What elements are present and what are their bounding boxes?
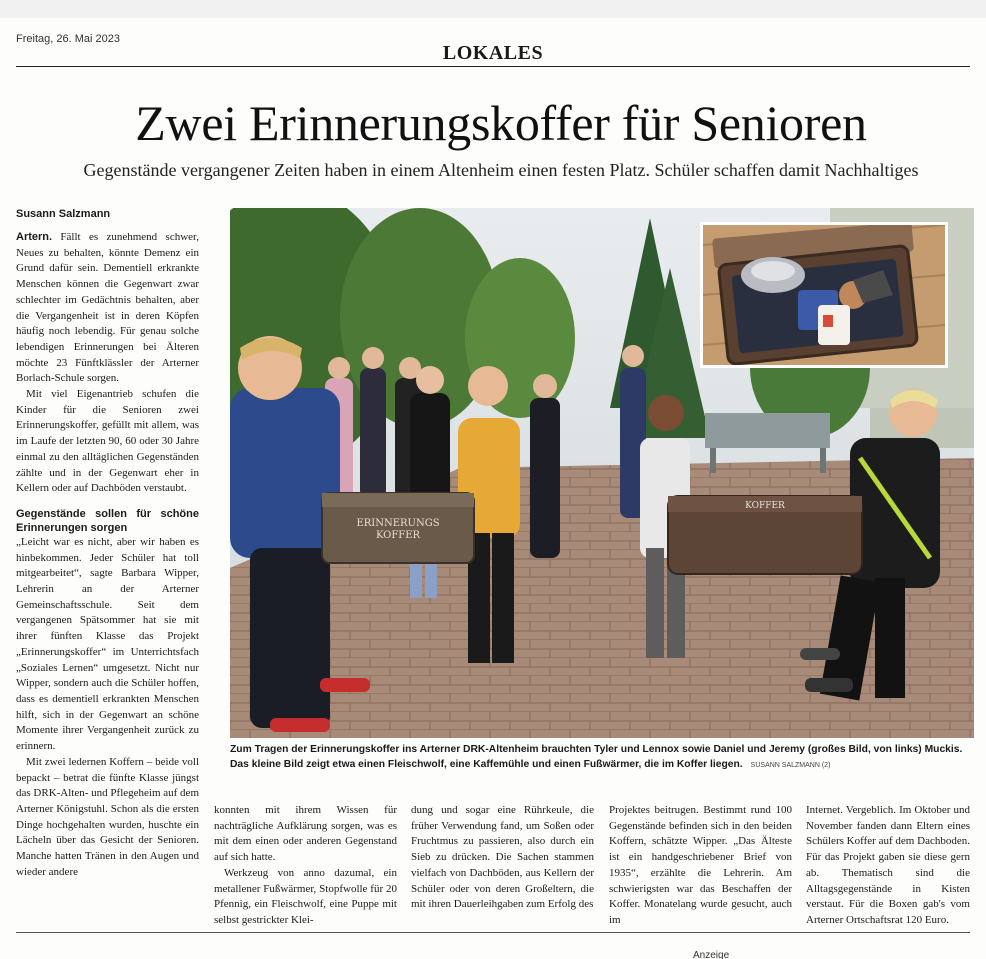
subheadline: Gegenstände vergangener Zeiten haben in einem Altenheim einen festen Platz. Schüler schaffen damit Nachhaltiges [83,160,919,180]
right-suitcase-label: KOFFER [745,501,785,511]
bottom-divider [16,932,970,933]
photo-caption [230,742,974,772]
caption-text: Zum Tragen der Erinnerungskoffer ins Arterner DRK-Altenheim brauchten Tyler und Lennox sowie Daniel und Jeremy (großes Bild, von links) Muckis. Das kleine Bild zeigt etwa einen Fleischwolf, eine Kaffemühle und einen Fußwärmer, die im Koffer liegen. [230,744,963,770]
paragraph-7: dung und sogar eine Rührkeule, die früher Verwendung fand, um Soßen oder Fruchtmus zu passieren, also durch ein Sieb zu drücken. Die Sachen stammen vielfach von Dachböden, aus Kellern der Schüler oder von deren Großeltern, die mit ihren Dauerleihgaben zum Erfolg des [411,804,594,911]
left-suitcase-label: ERINNERUNGS [356,518,440,529]
article-column-4 [609,803,792,929]
photo-credit: SUSANN SALZMANN (2) [750,762,831,769]
author-name: Susann Salzmann [16,208,111,220]
paragraph-9: Internet. Vergeblich. Im Oktober und November fanden dann Eltern eines Schülers Koffer auf dem Dachboden. Für das Projekt gaben sie diese gern ab. Thematisch sind die Alltagsgegenstände in Kisten verstaut. Für die Boxen gab's vom Arterner Ortschaftsrat 120 Euro. [806,804,970,926]
paragraph-8: Projektes beitrugen. Bestimmt rund 100 Gegenstände befinden sich in den beiden Koffern, schätzte Wipper. „Das Älteste ist ein handgeschriebener Brief von 1935“, erzählte die Lehrerin. Am schwierigsten war das Beschaffen der Koffer. Monatelang wurde gesucht, auch im [609,804,792,926]
issue-date: Freitag, 26. Mai 2023 [16,33,120,45]
paragraph-6: Werkzeug von anno dazumal, ein metallener Fußwärmer, Stopfwolle für 20 Pfennig, ein Fleischwolf, eine Puppe mit selbst gestrickter Klei- [214,866,397,926]
article-column-1 [16,208,199,880]
paragraph-1: Fällt es zunehmend schwer, Neues zu behalten, könnte Demenz ein Grund dafür sein. Dementiell erkrankte Menschen können die Gegenwart zwar schlechter im Gedächtnis behalten, aber die Vergangenheit ist in deren Köpfen häufig noch lebendig. Für genau solche lebendigen Erinnerungen bei Älteren möchte 23 Fünftklässler der Arterner Borlach-Schule sorgen. [16,231,199,385]
ad-label: Anzeige [693,950,730,959]
inset-photo-illustration [703,225,945,365]
newspaper-page [0,18,986,959]
paragraph-3: „Leicht war es nicht, aber wir haben es hinbekommen. Jeder Schüler hat toll mitgearbeitet“, sagte Barbara Wipper, Lehrerin an der Arterner Gemeinschaftsschule. Seit dem vergangenen Spätsommer hat sie mit ihrer fünften Klasse das Projekt „Erinnerungskoffer“ im Unterrichtsfach „Soziales Lernen“ umgesetzt. Nicht nur Wipper, sondern auch die Schüler hoffen, dass es dementiell erkrankten Menschen hilft, sich in der Gegenwart an schöne Momente ihrer Vergangenheit zurück zu erinnern. [16,535,199,753]
dateline: Artern. [16,231,53,243]
paragraph-2: Mit viel Eigenantrieb schufen die Kinder für die Senioren zwei Erinnerungskoffer, gefüllt mit allem, was im Laufe der letzten 90, 60 oder 30 Jahre einmal zu den alltäglichen Gegenständen zählte und in der Gegenwart eher in Kellern oder auf Dachböden verstaubt. [16,388,199,495]
main-photo [230,208,974,738]
paragraph-4: Mit zwei ledernen Koffern – beide voll bepackt – betrat die fünfte Klasse jüngst das DRK-Alten- und Pflegeheim auf dem Arterner Königstuhl. Schon als die ersten Dinge hochgehalten wurden, huschte ein Lächeln über das Gesicht der Senioren. Manche hatten Tränen in den Augen und wieder andere [16,755,199,878]
article-column-2 [214,803,397,929]
article-column-3 [411,803,594,913]
inset-photo [700,222,948,368]
intertitle: Gegenstände sollen für schöne Erinnerungen sorgen [16,507,199,534]
svg-text:KOFFER: KOFFER [375,530,421,541]
section-title: LOKALES [442,42,544,64]
article-column-5 [806,803,970,929]
headline: Zwei Erinnerungskoffer für Senioren [135,95,867,151]
paragraph-5: konnten mit ihrem Wissen für nachträgliche Aufklärung sorgen, was es mit dem einen oder anderen Gegenstand auf sich hatte. [214,804,397,864]
top-divider [16,66,970,67]
